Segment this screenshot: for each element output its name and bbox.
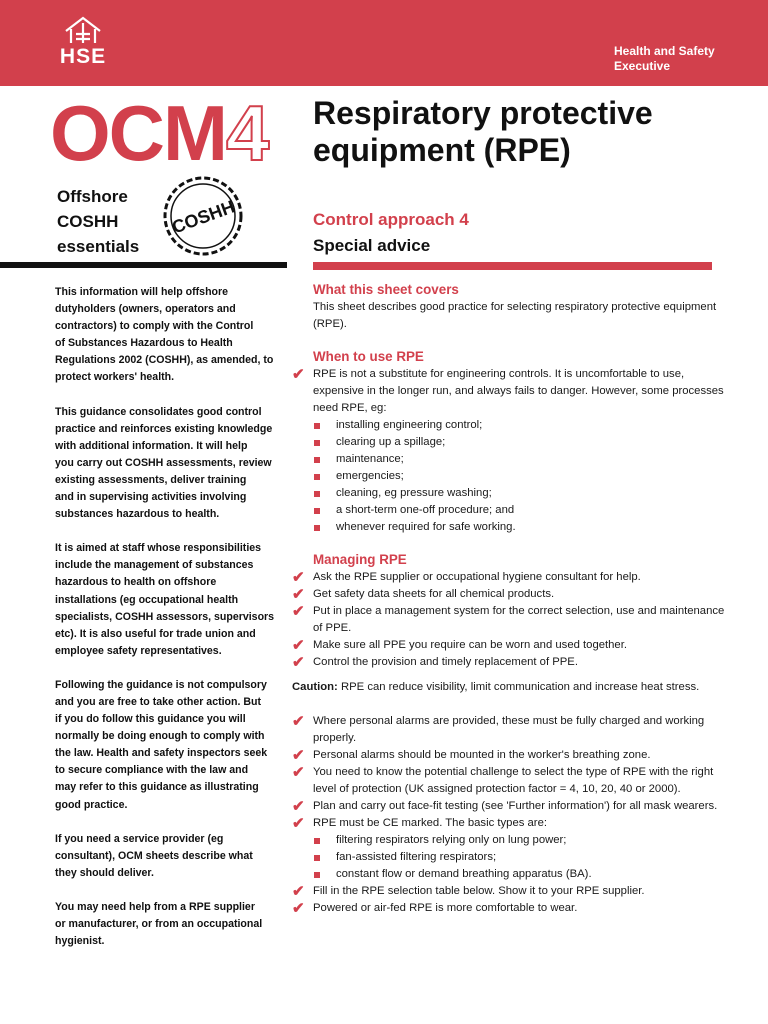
checkmark-icon: ✔ [292, 569, 305, 586]
bullet-square-icon [314, 872, 320, 878]
check-item: ✔ Personal alarms should be mounted in the worker's breathing zone. [292, 747, 651, 764]
checkmark-icon: ✔ [292, 747, 305, 764]
check-item: ✔ Where personal alarms are provided, these must be fully charged and working properly. [292, 713, 705, 744]
stamp-text: COSHH [169, 196, 238, 238]
check-item: ✔ Fill in the RPE selection table below. Show it to your RPE supplier. [292, 883, 645, 900]
check-item: ✔ RPE must be CE marked. The basic types are: [292, 815, 547, 832]
bullet-square-icon [314, 508, 320, 514]
check-item: ✔ Get safety data sheets for all chemical products. [292, 586, 555, 603]
bullet-item: emergencies; [290, 468, 730, 485]
check-item: ✔ Powered or air-fed RPE is more comfortable to wear. [292, 900, 578, 917]
coshh-stamp-icon [160, 173, 246, 259]
checkmark-icon: ✔ [292, 713, 305, 730]
checkmark-icon: ✔ [292, 815, 305, 832]
bullet-square-icon [314, 855, 320, 861]
checkmark-icon: ✔ [292, 637, 305, 654]
left-divider [0, 262, 287, 268]
bullet-item: maintenance; [290, 451, 730, 468]
right-divider [313, 262, 712, 270]
checkmark-icon: ✔ [292, 798, 305, 815]
intro-paragraph: You may need help from a RPE supplier or manufacturer, or from an occupational hygienist. [55, 900, 263, 948]
ocm-number: 4 [225, 89, 268, 177]
intro-paragraph: This information will help offshore dutyholders (owners, operators and contractors) to comply with the Control of Substances Hazardous to Health Regulations 2002 (COSHH), as amended, to protect workers' health. [55, 286, 274, 384]
check-item: ✔ RPE is not a substitute for engineering controls. It is uncomfortable to use, expensive in the longer run, and always fails to danger. However, some processes need RPE, eg: [292, 366, 724, 414]
checkmark-icon: ✔ [292, 603, 305, 620]
intro-paragraph: It is aimed at staff whose responsibilities include the management of substances hazardous to health on offshore installations (eg occupational health specialists, COSHH assessors, supervisors etc). It is also useful for trade union and employee safety representatives. [55, 542, 275, 657]
check-item: ✔ Plan and carry out face-fit testing (see 'Further information') for all mask wearers. [292, 798, 718, 815]
control-approach: Control approach 4 [313, 210, 469, 229]
ocm-badge [50, 88, 267, 178]
check-item: ✔ Ask the RPE supplier or occupational hygiene consultant for help. [292, 569, 641, 586]
checkmark-icon: ✔ [292, 586, 305, 603]
checkmark-icon: ✔ [292, 654, 305, 671]
bullet-item: constant flow or demand breathing apparatus (BA). [290, 866, 730, 883]
bullet-item: a short-term one-off procedure; and [290, 502, 730, 519]
organisation-name: Health and Safety Executive [614, 44, 715, 73]
hse-logo [52, 15, 114, 67]
section-heading-covers: What this sheet covers [313, 282, 459, 297]
check-item: ✔ Control the provision and timely replacement of PPE. [292, 654, 578, 671]
header-bar [0, 0, 768, 86]
bullet-item: clearing up a spillage; [290, 434, 730, 451]
caution-label: Caution: [292, 681, 338, 693]
intro-paragraph: Following the guidance is not compulsory and you are free to take other action. But if you do follow this guidance you will normally be doing enough to comply with the law. Health and safety inspectors seek to secure compliance with the law and may refer to this guidance as illustrating good practice. [55, 678, 268, 811]
checkmark-icon: ✔ [292, 764, 305, 781]
bullet-square-icon [314, 474, 320, 480]
bullet-square-icon [314, 423, 320, 429]
covers-text: This sheet describes good practice for selecting respiratory protective equipment (RPE). [313, 301, 717, 330]
intro-paragraph: If you need a service provider (eg consultant), OCM sheets describe what they should deliver. [55, 832, 253, 879]
intro-paragraph: This guidance consolidates good control practice and reinforces existing knowledge with additional information. It will help you carry out COSHH assessments, review existing assessments, deliver training and in supervising activities involving substances hazardous to health. [55, 405, 273, 521]
special-advice: Special advice [313, 236, 431, 255]
hse-house-icon [63, 15, 103, 45]
bullet-item: cleaning, eg pressure washing; [290, 485, 730, 502]
bullet-item: fan-assisted filtering respirators; [290, 849, 730, 866]
bullet-square-icon [314, 491, 320, 497]
checkmark-icon: ✔ [292, 366, 305, 383]
check-item: ✔ You need to know the potential challenge to select the type of RPE with the right level of protection (UK assigned protection factor = 4, 10, 20, 40 or 2000). [292, 764, 714, 795]
bullet-item: filtering respirators relying only on lung power; [290, 832, 730, 849]
bullet-item: installing engineering control; [290, 417, 730, 434]
bullet-square-icon [314, 457, 320, 463]
intro-column [55, 284, 280, 967]
check-item: ✔ Put in place a management system for the correct selection, use and maintenance of PPE. [292, 603, 725, 634]
series-name: Offshore COSHH essentials [57, 187, 140, 256]
page-title: Respiratory protective equipment (RPE) [313, 95, 653, 168]
bullet-square-icon [314, 440, 320, 446]
checkmark-icon: ✔ [292, 883, 305, 900]
section-heading-when: When to use RPE [313, 349, 424, 364]
bullet-square-icon [314, 838, 320, 844]
main-content [290, 280, 730, 917]
checkmark-icon: ✔ [292, 900, 305, 917]
bullet-item: whenever required for safe working. [290, 519, 730, 536]
check-item: ✔ Make sure all PPE you require can be worn and used together. [292, 637, 627, 654]
caution-note: Caution: RPE can reduce visibility, limit communication and increase heat stress. [292, 681, 700, 693]
bullet-square-icon [314, 525, 320, 531]
ocm-label: OCM [50, 89, 226, 177]
logo-text: HSE [59, 45, 107, 68]
section-heading-managing: Managing RPE [313, 552, 407, 567]
